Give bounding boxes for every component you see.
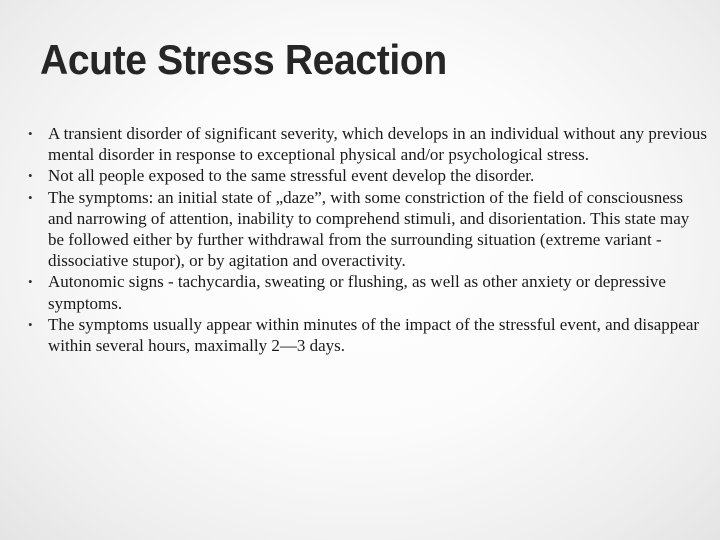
bullet-point-icon: • (28, 168, 33, 184)
slide-title: Acute Stress Reaction (40, 36, 447, 83)
bullet-item (28, 314, 708, 356)
bullet-text: A transient disorder of significant severity, which develops in an individual without any previous mental disorder in response to exceptional physical and/or psychological stress. (48, 124, 707, 165)
bullet-item (28, 123, 708, 165)
bullet-text: Not all people exposed to the same stressful event develop the disorder. (48, 166, 535, 186)
bullet-text: The symptoms: an initial state of „daze”, with some constriction of the field of consciousness and narrowing of attention, inability to comprehend stimuli, and disorientation. This state may be followed either by further withdrawal from the surrounding situation (extreme variant - dissociative stupor), or by agitation and overactivity. (48, 187, 690, 271)
bullet-item (28, 271, 708, 313)
bullet-point-icon: • (28, 189, 33, 205)
bullet-list (28, 123, 708, 356)
bullet-item (28, 165, 708, 186)
bullet-item (28, 187, 708, 272)
bullet-text: Autonomic signs - tachycardia, sweating or flushing, as well as other anxiety or depressive symptoms. (48, 272, 666, 313)
bullet-point-icon: • (28, 274, 33, 290)
bullet-point-icon: • (28, 126, 33, 141)
bullet-point-icon: • (28, 316, 33, 332)
bullet-text: The symptoms usually appear within minutes of the impact of the stressful event, and disappear within several hours, maximally 2—3 days. (48, 314, 700, 356)
